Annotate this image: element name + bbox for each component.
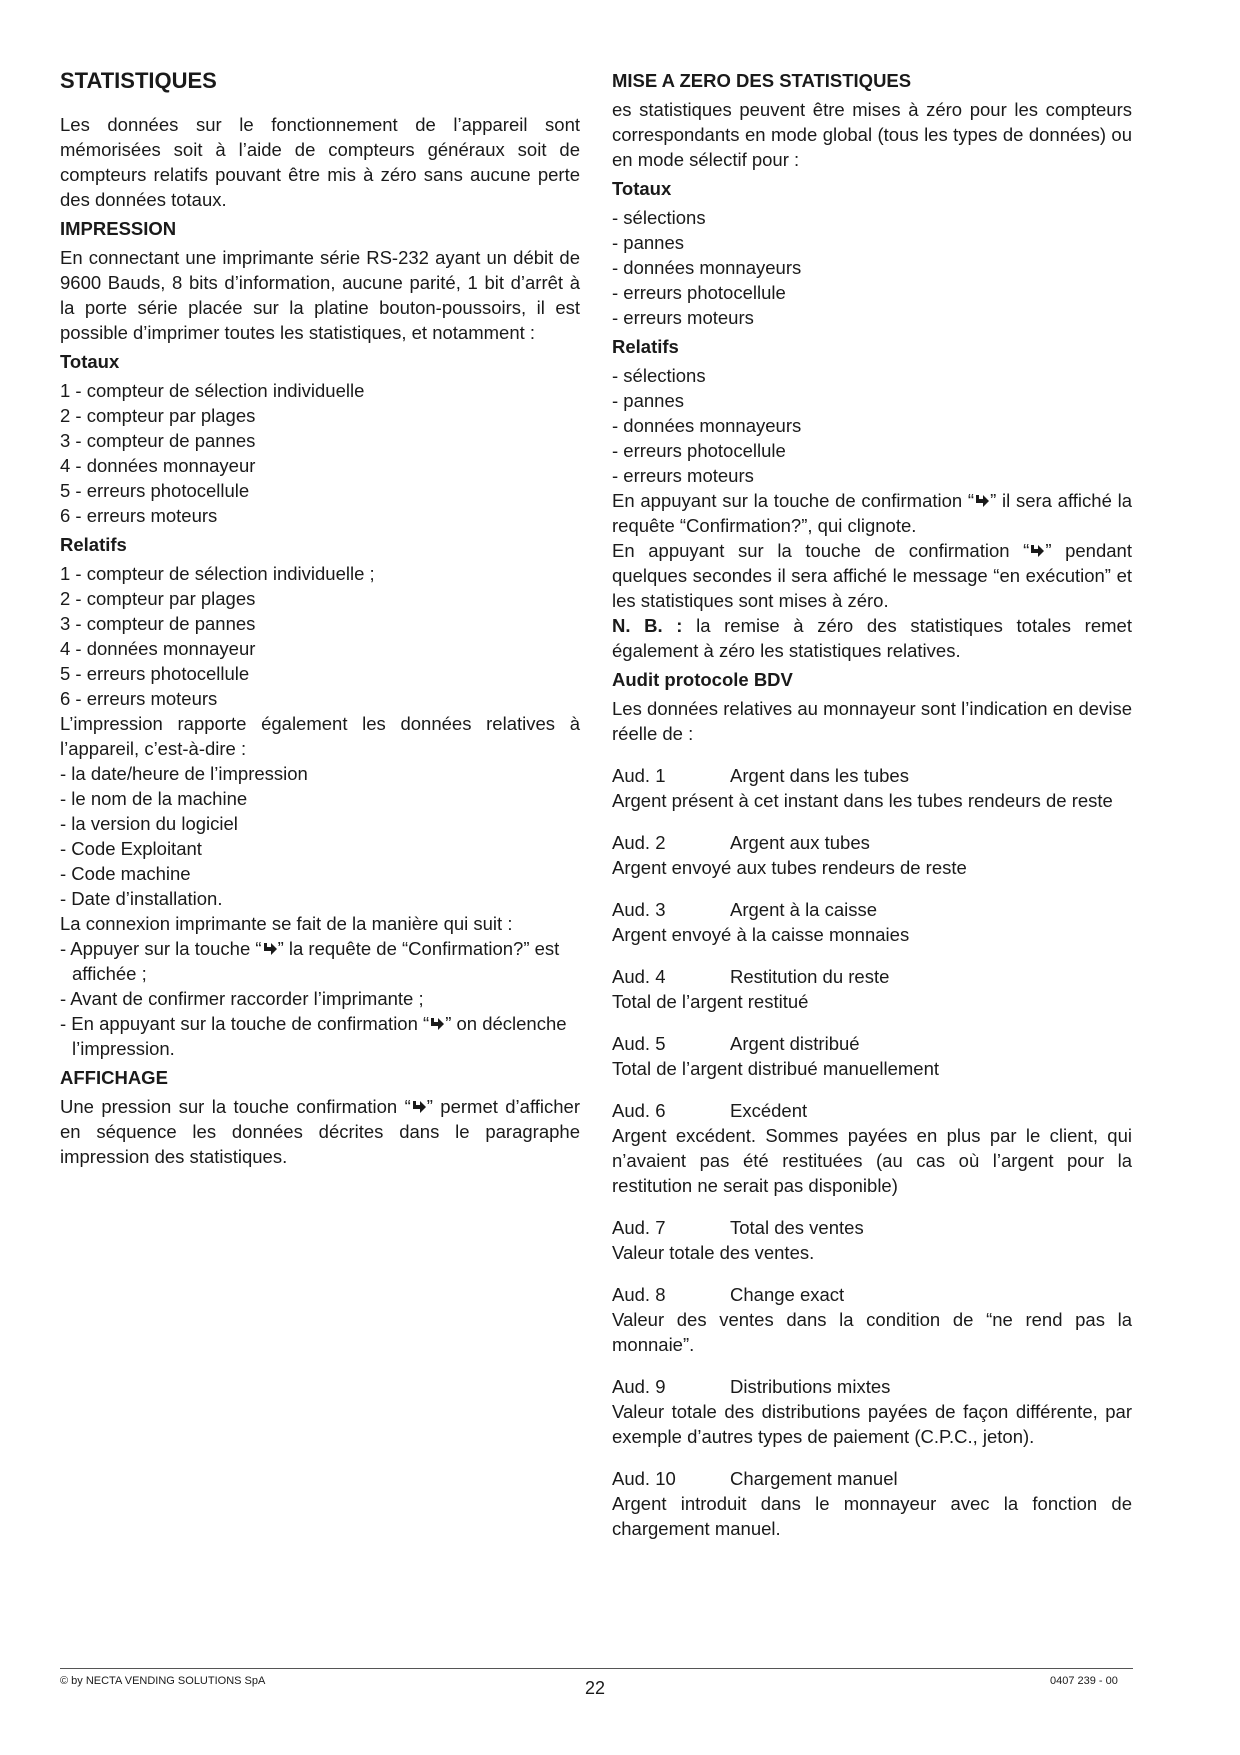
list-item: - pannes xyxy=(612,390,684,411)
list-item: 3 - compteur de pannes xyxy=(60,430,256,451)
confirm-paragraph-2 xyxy=(612,538,1132,613)
list-item: - la version du logiciel xyxy=(60,813,238,834)
nb-paragraph xyxy=(612,613,1132,663)
connexion-step-1-text-b: ” la requête de “Confirmation?” est affichée ; xyxy=(72,938,560,984)
audit-description: Argent introduit dans le monnayeur avec la fonction de chargement manuel. xyxy=(612,1493,1132,1539)
page-number: 22 xyxy=(584,1678,606,1698)
page-title: STATISTIQUES xyxy=(60,68,217,93)
list-item: - Code Exploitant xyxy=(60,838,202,859)
list-item: - données monnayeurs xyxy=(612,415,802,436)
audit-description: Argent envoyé aux tubes rendeurs de reste xyxy=(612,857,967,878)
footer-divider xyxy=(60,1668,1133,1669)
list-item: - erreurs photocellule xyxy=(612,440,786,461)
audit-description: Total de l’argent distribué manuellement xyxy=(612,1058,940,1079)
totaux-heading: Totaux xyxy=(60,351,120,372)
audit-title: Chargement manuel xyxy=(730,1468,898,1489)
audit-title: Distributions mixtes xyxy=(730,1376,891,1397)
list-item: - sélections xyxy=(612,207,706,228)
confirm-paragraph-1 xyxy=(612,488,1132,538)
audit-item xyxy=(612,1098,1132,1198)
relatifs-list xyxy=(60,561,580,711)
list-item: 4 - données monnayeur xyxy=(60,638,256,659)
audit-title: Restitution du reste xyxy=(730,966,890,987)
list-item: - données monnayeurs xyxy=(612,257,802,278)
list-item: 1 - compteur de sélection individuelle xyxy=(60,380,365,401)
list-item: 2 - compteur par plages xyxy=(60,405,256,426)
connexion-step-1-text-a: - Appuyer sur la touche “ xyxy=(60,938,262,959)
connexion-step-3-text-b: ” on déclenche l’impression. xyxy=(72,1013,567,1059)
document-code: 0407 239 - 00 xyxy=(1050,1675,1118,1687)
confirm-key-icon xyxy=(1029,544,1045,558)
confirm-2-text-b: ” pendant quelques secondes il sera affiché le message “en exécution” et les statistiques sont mises à zéro. xyxy=(612,540,1132,611)
affichage-paragraph xyxy=(60,1094,580,1169)
totaux-list xyxy=(60,378,580,528)
audit-number: Aud. 9 xyxy=(612,1376,666,1397)
list-item: - la date/heure de l’impression xyxy=(60,763,308,784)
audit-item xyxy=(612,1374,1132,1449)
intro-paragraph: Les données sur le fonctionnement de l’appareil sont mémorisées soit à l’aide de compteurs généraux soit de compteurs relatifs pouvant être mis à zéro sans aucune perte des données totaux. xyxy=(60,114,580,210)
list-item: - Date d’installation. xyxy=(60,888,223,909)
connexion-step-1 xyxy=(60,936,580,986)
list-item: 6 - erreurs moteurs xyxy=(60,688,218,709)
audit-description: Valeur des ventes dans la condition de “ne rend pas la monnaie”. xyxy=(612,1309,1132,1355)
list-item: 5 - erreurs photocellule xyxy=(60,480,250,501)
list-item: - le nom de la machine xyxy=(60,788,248,809)
impression-paragraph: En connectant une imprimante série RS-232 ayant un débit de 9600 Bauds, 8 bits d’information, aucune parité, 1 bit d’arrêt à la porte série placée sur la platine bouton-poussoirs, il est possible d’imprimer toutes les statistiques, et notamment : xyxy=(60,247,580,343)
reset-heading: MISE A ZERO DES STATISTIQUES xyxy=(612,70,912,91)
affichage-text-b: ” permet d’afficher en séquence les données décrites dans le paragraphe impression des statistiques. xyxy=(60,1096,580,1167)
audit-description: Argent excédent. Sommes payées en plus par le client, qui n’avaient pas été restituées (au cas où l’argent pour la restitution ne serait pas disponible) xyxy=(612,1125,1132,1196)
confirm-key-icon xyxy=(974,494,990,508)
audit-title: Argent aux tubes xyxy=(730,832,870,853)
list-item: 6 - erreurs moteurs xyxy=(60,505,218,526)
reset-totaux-heading: Totaux xyxy=(612,178,672,199)
rapport-paragraph: L’impression rapporte également les données relatives à l’appareil, c’est-à-dire : xyxy=(60,713,580,759)
reset-intro: es statistiques peuvent être mises à zéro pour les compteurs correspondants en mode global (tous les types de données) ou en mode sélectif pour : xyxy=(612,99,1132,170)
audit-number: Aud. 10 xyxy=(612,1468,676,1489)
audit-description: Valeur totale des distributions payées de façon différente, par exemple d’autres types de paiement (C.P.C., jeton). xyxy=(612,1401,1132,1447)
audit-intro: Les données relatives au monnayeur sont l’indication en devise réelle de : xyxy=(612,698,1132,744)
audit-description: Valeur totale des ventes. xyxy=(612,1242,815,1263)
confirm-key-icon xyxy=(411,1100,427,1114)
confirm-1-text-a: En appuyant sur la touche de confirmation “ xyxy=(612,490,975,511)
audit-description: Argent envoyé à la caisse monnaies xyxy=(612,924,910,945)
audit-title: Excédent xyxy=(730,1100,808,1121)
audit-list xyxy=(612,763,1132,1541)
list-item: 4 - données monnayeur xyxy=(60,455,256,476)
confirm-2-text-a: En appuyant sur la touche de confirmation “ xyxy=(612,540,1030,561)
nb-label: N. B. : xyxy=(612,615,683,636)
list-item: - sélections xyxy=(612,365,706,386)
audit-item xyxy=(612,763,1132,813)
connexion-step-2: - Avant de confirmer raccorder l’imprimante ; xyxy=(60,988,424,1009)
audit-number: Aud. 1 xyxy=(612,765,666,786)
affichage-heading: AFFICHAGE xyxy=(60,1067,168,1088)
list-item: 5 - erreurs photocellule xyxy=(60,663,250,684)
audit-title: Argent dans les tubes xyxy=(730,765,909,786)
audit-title: Argent distribué xyxy=(730,1033,860,1054)
audit-item xyxy=(612,830,1132,880)
audit-title: Argent à la caisse xyxy=(730,899,878,920)
reset-relatifs-heading: Relatifs xyxy=(612,336,679,357)
list-item: - erreurs moteurs xyxy=(612,307,754,328)
list-item: 1 - compteur de sélection individuelle ; xyxy=(60,563,375,584)
audit-item xyxy=(612,964,1132,1014)
reset-totaux-list xyxy=(612,205,1132,330)
audit-description: Argent présent à cet instant dans les tubes rendeurs de reste xyxy=(612,790,1113,811)
audit-number: Aud. 5 xyxy=(612,1033,666,1054)
list-item: - erreurs photocellule xyxy=(612,282,786,303)
audit-title: Change exact xyxy=(730,1284,845,1305)
impression-heading: IMPRESSION xyxy=(60,218,177,239)
affichage-text-a: Une pression sur la touche confirmation “ xyxy=(60,1096,411,1117)
list-item: - erreurs moteurs xyxy=(612,465,754,486)
nb-text: la remise à zéro des statistiques totales remet également à zéro les statistiques relatives. xyxy=(612,615,1132,661)
connexion-step-3 xyxy=(60,1011,580,1061)
audit-number: Aud. 3 xyxy=(612,899,666,920)
list-item: - pannes xyxy=(612,232,684,253)
audit-number: Aud. 7 xyxy=(612,1217,666,1238)
audit-number: Aud. 6 xyxy=(612,1100,666,1121)
audit-title: Total des ventes xyxy=(730,1217,864,1238)
confirm-1-text-b: ” il sera affiché la requête “Confirmation?”, qui clignote. xyxy=(612,490,1132,536)
footer-copyright: © by NECTA VENDING SOLUTIONS SpA xyxy=(60,1675,266,1687)
connexion-step-3-text-a: - En appuyant sur la touche de confirmation “ xyxy=(60,1013,430,1034)
list-item: - Code machine xyxy=(60,863,191,884)
reset-relatifs-list xyxy=(612,363,1132,488)
left-column xyxy=(60,66,580,1173)
audit-item xyxy=(612,1282,1132,1357)
list-item: 3 - compteur de pannes xyxy=(60,613,256,634)
audit-number: Aud. 8 xyxy=(612,1284,666,1305)
audit-heading: Audit protocole BDV xyxy=(612,669,793,690)
audit-item xyxy=(612,1466,1132,1541)
audit-description: Total de l’argent restitué xyxy=(612,991,809,1012)
audit-item xyxy=(612,897,1132,947)
connexion-intro: La connexion imprimante se fait de la manière qui suit : xyxy=(60,913,513,934)
relatifs-heading: Relatifs xyxy=(60,534,127,555)
rapport-list xyxy=(60,761,580,911)
audit-item xyxy=(612,1031,1132,1081)
confirm-key-icon xyxy=(429,1017,445,1031)
audit-number: Aud. 2 xyxy=(612,832,666,853)
list-item: 2 - compteur par plages xyxy=(60,588,256,609)
confirm-key-icon xyxy=(262,942,278,956)
audit-item xyxy=(612,1215,1132,1265)
right-column xyxy=(612,68,1132,1541)
audit-number: Aud. 4 xyxy=(612,966,666,987)
